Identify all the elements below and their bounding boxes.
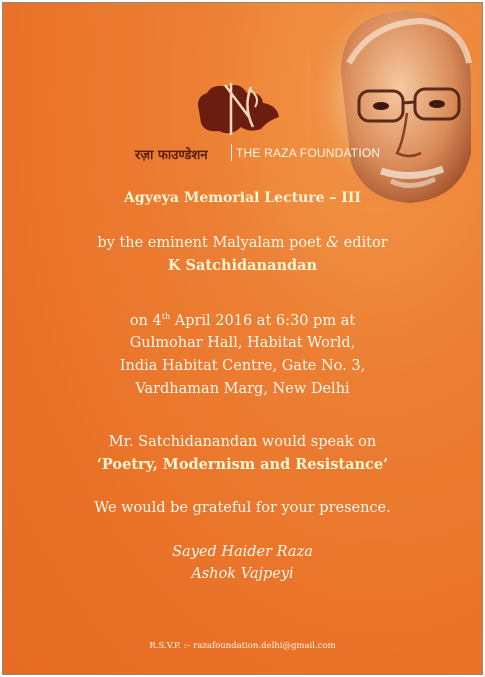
foundation-name-english: THE RAZA FOUNDATION [236, 146, 381, 160]
by-line-text: by the eminent Malyalam poet [97, 235, 322, 251]
date-suffix: April 2016 at 6:30 pm at [170, 312, 356, 329]
host-1: Sayed Haider Raza [172, 544, 313, 560]
by-line-editor: editor [343, 235, 388, 251]
brand-divider [231, 144, 232, 161]
rsvp-line: R.S.V.P. :– razafoundation.delhi@gmail.com [149, 641, 336, 651]
speaker-name: K Satchidanandan [167, 257, 318, 274]
lecture-topic: ‘Poetry, Modernism and Resistance’ [96, 456, 389, 473]
venue-line-2: India Habitat Centre, Gate No. 3, [119, 358, 366, 374]
lecture-title: Agyeya Memorial Lecture – III [124, 190, 361, 206]
invitation-card [2, 2, 483, 675]
host-2: Ashok Vajpeyi [191, 566, 294, 582]
date-ordinal: th [161, 312, 171, 321]
speak-on-text: Mr. Satchidanandan would speak on [108, 434, 377, 450]
date-prefix: on 4 [129, 312, 162, 329]
by-line-ampersand: & [326, 235, 340, 251]
raza-foundation-logo [191, 77, 289, 139]
venue-line-3: Vardhaman Marg, New Delhi [135, 381, 350, 397]
venue-line-1: Gulmohar Hall, Habitat World, [129, 335, 356, 351]
event-date [3, 312, 482, 329]
portrait-image [311, 3, 482, 208]
gratitude-text: We would be grateful for your presence. [94, 500, 391, 516]
foundation-name-hindi: रज़ा फाउण्डेशन [135, 148, 208, 163]
by-line [3, 235, 482, 251]
foundation-name [135, 143, 381, 165]
